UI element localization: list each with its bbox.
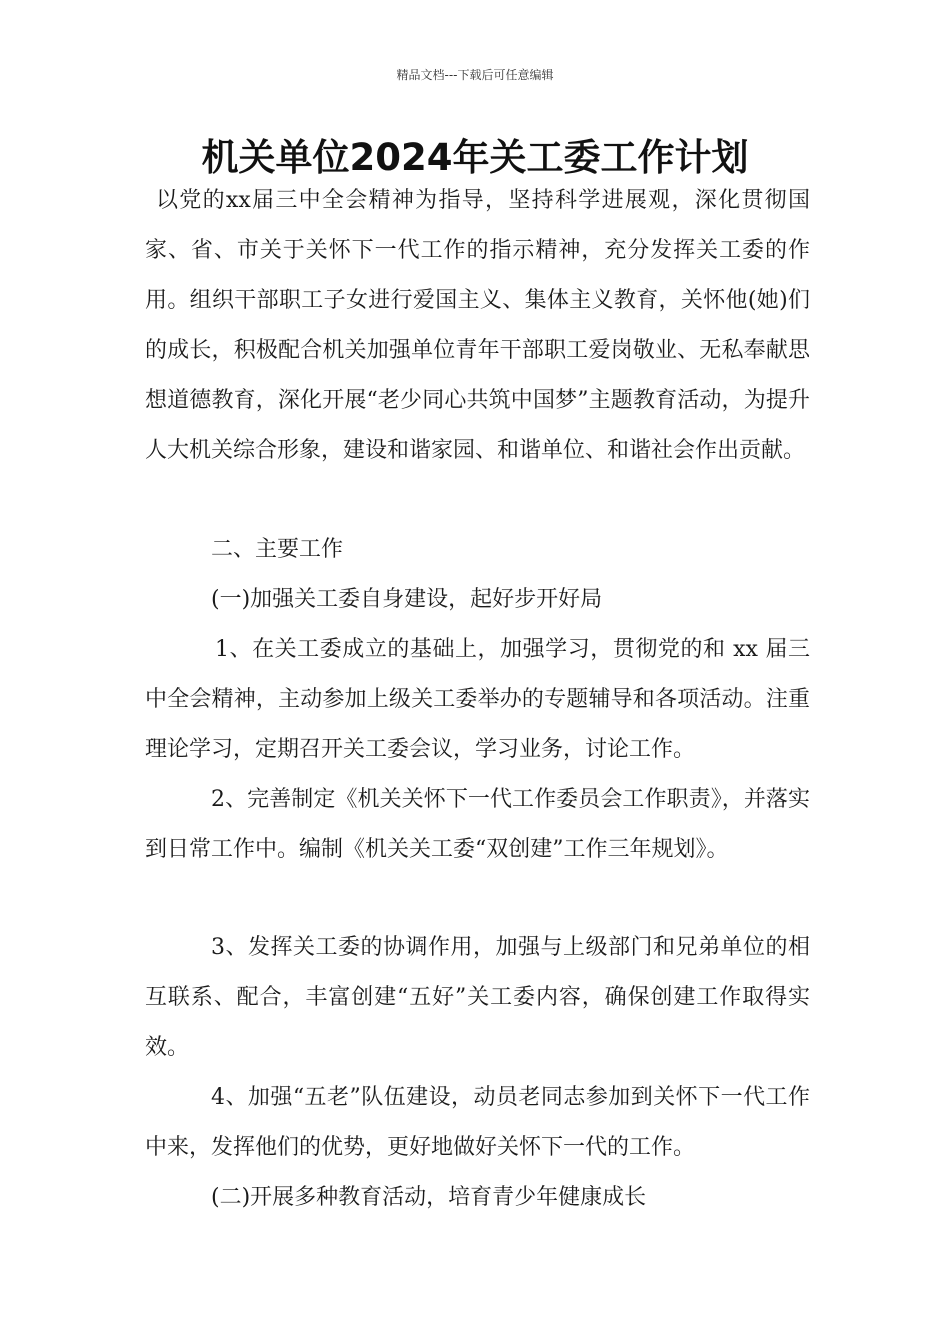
item-3-paragraph <box>145 923 810 1073</box>
item-4-paragraph <box>145 1073 810 1173</box>
intro-paragraph <box>145 176 810 476</box>
intro-text: 以党的xx届三中全会精神为指导，坚持科学进展观，深化贯彻国家、省、市关于关怀下一代工作的指示精神，充分发挥关工委的作用。组织干部职工子女进行爱国主义、集体主义教育，关怀他(她)们的成长，积极配合机关加强单位青年干部职工爱岗敬业、无私奉献思想道德教育，深化开展“老少同心共筑中国梦”主题教育活动，为提升人大机关综合形象，建设和谐家园、和谐单位、和谐社会作出贡献。 <box>145 188 810 463</box>
item3-text: 3、发挥关工委的协调作用，加强与上级部门和兄弟单位的相互联系、配合，丰富创建“五好”关工委内容，确保创建工作取得实效。 <box>145 935 810 1060</box>
subsection-heading-1 <box>145 575 810 625</box>
subsection-heading-2 <box>145 1173 810 1223</box>
item-1-paragraph <box>145 625 810 775</box>
item2-text: 2、完善制定《机关关怀下一代工作委员会工作职责》，并落实到日常工作中。编制《机关关工委“双创建”工作三年规划》。 <box>145 787 810 862</box>
sub2-text: (二)开展多种教育活动，培育青少年健康成长 <box>211 1185 647 1210</box>
section-heading-main-work <box>145 525 810 575</box>
section2-text: 二、主要工作 <box>211 537 344 562</box>
item4-text: 4、加强“五老”队伍建设，动员老同志参加到关怀下一代工作中来，发挥他们的优势，更好地做好关怀下一代的工作。 <box>145 1085 810 1160</box>
sub1-text: (一)加强关工委自身建设，起好步开好局 <box>211 587 603 612</box>
document-title: 机关单位2024年关工委工作计划 <box>201 136 749 179</box>
item1-text: 1、在关工委成立的基础上，加强学习，贯彻党的和 xx 届三中全会精神，主动参加上级关工委举办的专题辅导和各项活动。注重理论学习，定期召开关工委会议，学习业务，讨论工作。 <box>145 637 810 762</box>
item-2-paragraph <box>145 775 810 875</box>
header-note: 精品文档---下载后可任意编辑 <box>396 68 554 82</box>
